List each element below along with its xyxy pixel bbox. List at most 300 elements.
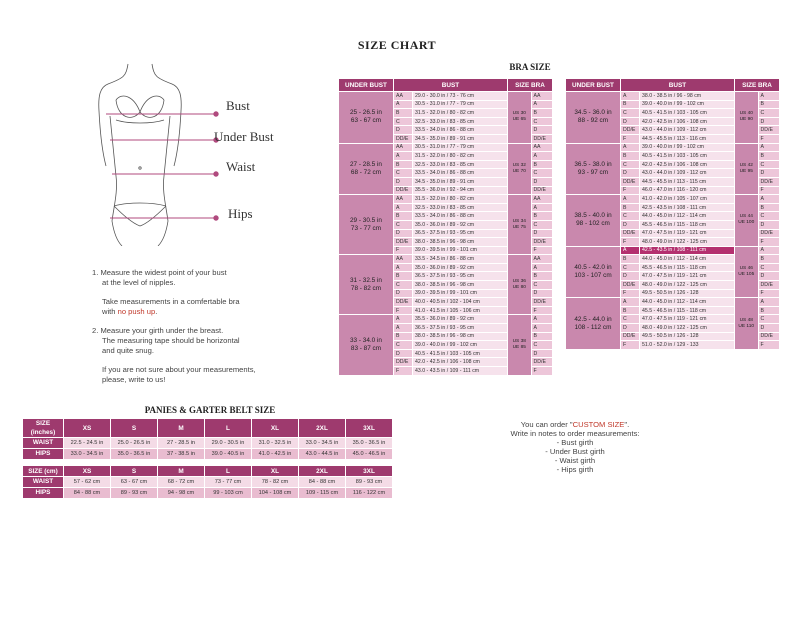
bust-range: 39.0 - 39.5 in / 99 - 101 cm (413, 246, 508, 255)
us-ue-size-cell (735, 92, 759, 144)
size-cell: 27 - 28.5 in (158, 438, 205, 449)
cup-code: D (394, 349, 413, 358)
cup-code: B (621, 306, 640, 315)
bust-range: 44.0 - 45.0 in / 112 - 114 cm (640, 255, 735, 264)
cup-code: D (394, 177, 413, 186)
bust-range: 31.5 - 32.0 in / 80 - 82 cm (413, 109, 508, 118)
under-bust-header: UNDER BUST (339, 79, 394, 92)
bust-range: 40.5 - 41.5 in / 103 - 105 cm (640, 152, 735, 161)
bra-cup-size: C (531, 281, 552, 290)
bra-cup-size: C (758, 263, 779, 272)
cup-code: DD/E (621, 332, 640, 341)
cup-code: C (394, 117, 413, 126)
cup-code: B (394, 160, 413, 169)
cup-code: DD/E (394, 238, 413, 247)
size-header-m: M (158, 466, 205, 477)
us-ue-size-cell (735, 298, 759, 350)
table-header-row (23, 419, 393, 438)
cup-code: C (394, 169, 413, 178)
bust-range: 39.0 - 39.5 in / 99 - 101 cm (413, 289, 508, 298)
bust-range: 41.0 - 42.0 in / 105 - 107 cm (640, 195, 735, 204)
us-ue-size-cell (508, 315, 532, 375)
page-title: SIZE CHART (357, 38, 437, 52)
under-bust-inches: 33 - 34.0 in (350, 337, 382, 345)
size-cell: 89 - 93 cm (346, 477, 393, 488)
bust-range: 42.5 - 43.5 in / 108 - 111 cm (640, 203, 735, 212)
bust-range: 35.0 - 36.0 in / 89 - 92 cm (413, 220, 508, 229)
us-size: US 46 (739, 265, 753, 271)
panties-title: PANIES & GARTER BELT SIZE (144, 405, 276, 415)
bra-row (566, 143, 780, 152)
ue-size: UE 90 (739, 117, 753, 123)
step1-line2: at the level of nipples. (102, 278, 176, 287)
cup-code: B (394, 109, 413, 118)
size-cell: 116 - 122 cm (346, 488, 393, 499)
bra-cup-size: DD/E (758, 281, 779, 290)
bust-range: 40.5 - 41.5 in / 103 - 105 cm (640, 109, 735, 118)
cup-code: DD/E (621, 126, 640, 135)
ue-size: UE 65 (512, 117, 526, 123)
bust-range: 31.5 - 32.0 in / 80 - 82 cm (413, 195, 508, 204)
size-cell: 35.0 - 36.5 in (346, 438, 393, 449)
cup-code: DD/E (621, 281, 640, 290)
bust-range: 29.0 - 30.0 in / 73 - 76 cm (413, 92, 508, 101)
bra-cup-size: A (531, 324, 552, 333)
under-bust-cell (566, 195, 621, 247)
cup-code: F (394, 246, 413, 255)
under-bust-cell (339, 143, 394, 195)
us-ue-size-cell (508, 255, 532, 315)
bra-cup-size: C (758, 315, 779, 324)
bust-range: 42.5 - 43.5 in / 108 - 111 cm (640, 246, 735, 255)
bra-cup-size: B (531, 332, 552, 341)
bust-range: 36.5 - 37.5 in / 93 - 95 cm (413, 324, 508, 333)
bra-row (566, 195, 780, 204)
bust-range: 48.0 - 49.0 in / 122 - 125 cm (640, 324, 735, 333)
bra-cup-size: C (531, 117, 552, 126)
ue-size: UE 105 (738, 271, 755, 277)
cup-code: A (621, 92, 640, 101)
cup-code: D (621, 169, 640, 178)
under-bust-cm: 103 - 107 cm (574, 271, 612, 279)
cup-code: B (621, 152, 640, 161)
bra-cup-size: B (531, 109, 552, 118)
size-header-l: L (205, 419, 252, 438)
bra-cup-size: AA (531, 143, 552, 152)
under-bust-cell (339, 92, 394, 144)
custom-item: - Hips girth (556, 465, 594, 474)
hips-label: Hips (228, 206, 253, 221)
size-header-cell: SIZE (cm) (23, 466, 64, 477)
cup-code: F (621, 289, 640, 298)
cup-code: C (394, 341, 413, 350)
cup-code: C (621, 212, 640, 221)
bra-cup-size: C (531, 220, 552, 229)
cup-code: B (621, 100, 640, 109)
row-label-hips: HIPS (23, 449, 64, 460)
bust-range: 36.5 - 37.5 in / 93 - 95 cm (413, 272, 508, 281)
bra-cup-size: A (758, 195, 779, 204)
bust-range: 42.0 - 42.5 in / 106 - 108 cm (413, 358, 508, 367)
bust-range: 44.0 - 45.0 in / 112 - 114 cm (640, 212, 735, 221)
size-cell: 37 - 38.5 in (158, 449, 205, 460)
bra-cup-size: F (758, 238, 779, 247)
bra-cup-size: B (531, 212, 552, 221)
bra-cup-size: F (531, 306, 552, 315)
cup-code: AA (394, 195, 413, 204)
cup-code: A (394, 152, 413, 161)
cup-code: DD/E (394, 358, 413, 367)
size-cell: 78 - 82 cm (252, 477, 299, 488)
bra-row (339, 315, 553, 324)
custom-item: - Bust girth (556, 438, 594, 447)
bust-range: 32.5 - 33.0 in / 83 - 85 cm (413, 160, 508, 169)
bust-range: 43.0 - 44.0 in / 109 - 112 cm (640, 169, 735, 178)
cup-code: DD/E (394, 186, 413, 195)
under-bust-cell (339, 255, 394, 315)
table-row (23, 438, 393, 449)
bra-cup-size: A (531, 100, 552, 109)
size-cell: 94 - 98 cm (158, 488, 205, 499)
under-bust-inches: 34.5 - 36.0 in (574, 109, 612, 117)
size-cell: 57 - 62 cm (64, 477, 111, 488)
under-bust-inches: 38.5 - 40.0 in (574, 212, 612, 220)
bra-cup-size: C (758, 160, 779, 169)
bra-row (339, 143, 553, 152)
under-bust-inches: 31 - 32.5 in (350, 276, 382, 284)
table-row (23, 488, 393, 499)
bust-range: 41.0 - 41.5 in / 105 - 106 cm (413, 306, 508, 315)
cup-code: C (621, 315, 640, 324)
under-bust-inches: 27 - 28.5 in (350, 160, 382, 168)
bra-row (339, 92, 553, 101)
bra-cup-size: D (531, 126, 552, 135)
cup-code: D (394, 229, 413, 238)
bra-cup-size: A (531, 203, 552, 212)
bra-cup-size: DD/E (531, 358, 552, 367)
bust-range: 39.0 - 40.0 in / 99 - 102 cm (640, 100, 735, 109)
bra-cup-size: B (758, 152, 779, 161)
cup-code: D (621, 272, 640, 281)
bra-cup-size: D (531, 289, 552, 298)
size-header-3xl: 3XL (346, 419, 393, 438)
bra-cup-size: C (758, 212, 779, 221)
waist-label: Waist (226, 159, 256, 174)
size-header-s: S (111, 466, 158, 477)
cup-code: C (621, 160, 640, 169)
bra-table-right-wrap (565, 78, 780, 350)
bra-cup-size: DD/E (531, 186, 552, 195)
bra-cup-size: D (758, 117, 779, 126)
cup-code: A (621, 298, 640, 307)
bust-range: 44.5 - 45.5 in / 113 - 115 cm (640, 177, 735, 186)
size-cell: 68 - 72 cm (158, 477, 205, 488)
us-ue-size-cell (735, 246, 759, 298)
cup-code: C (394, 281, 413, 290)
size-cell: 73 - 77 cm (205, 477, 252, 488)
bra-cup-size: B (758, 203, 779, 212)
cup-code: D (621, 220, 640, 229)
bust-range: 47.0 - 47.5 in / 119 - 121 cm (640, 315, 735, 324)
cup-code: F (621, 341, 640, 350)
bust-range: 48.0 - 49.0 in / 122 - 125 cm (640, 238, 735, 247)
bust-range: 35.5 - 36.0 in / 89 - 92 cm (413, 315, 508, 324)
us-size: US 36 (512, 278, 526, 284)
bust-range: 44.5 - 45.5 in / 113 - 116 cm (640, 134, 735, 143)
cup-code: C (394, 220, 413, 229)
custom-size-text: CUSTOM SIZE (572, 420, 625, 429)
size-cell: 45.0 - 46.5 in (346, 449, 393, 460)
row-label-waist: WAIST (23, 438, 64, 449)
size-cell: 25.0 - 26.5 in (111, 438, 158, 449)
body-figure-illustration (88, 56, 288, 246)
step2-line1: 2. Measure your girth under the breast. (92, 326, 224, 335)
table-header-row (23, 466, 393, 477)
size-header-2xl: 2XL (299, 419, 346, 438)
bra-table-left-wrap (338, 78, 553, 376)
bust-range: 30.5 - 31.0 in / 77 - 79 cm (413, 100, 508, 109)
bust-range: 42.0 - 42.5 in / 106 - 108 cm (640, 160, 735, 169)
size-cell: 22.5 - 24.5 in (64, 438, 111, 449)
cup-code: AA (394, 255, 413, 264)
us-size: US 44 (739, 214, 753, 220)
bra-cup-size: A (758, 246, 779, 255)
bra-cup-size: C (758, 109, 779, 118)
bust-range: 33.5 - 34.5 in / 86 - 88 cm (413, 255, 508, 264)
bust-range: 39.0 - 40.0 in / 99 - 102 cm (640, 143, 735, 152)
under-bust-cell (566, 92, 621, 144)
cup-code: B (621, 255, 640, 264)
row-label-hips: HIPS (23, 488, 64, 499)
table-row (23, 449, 393, 460)
panties-cm-table (22, 465, 393, 499)
cup-code: A (621, 246, 640, 255)
cup-code: F (621, 186, 640, 195)
under-bust-cm: 88 - 92 cm (577, 117, 609, 125)
cup-code: AA (394, 92, 413, 101)
bust-range: 38.0 - 38.5 in / 96 - 98 cm (413, 332, 508, 341)
bra-cup-size: B (758, 255, 779, 264)
cup-code: A (394, 324, 413, 333)
bust-range: 43.0 - 44.0 in / 109 - 112 cm (640, 126, 735, 135)
size-cell: 29.0 - 30.5 in (205, 438, 252, 449)
under-bust-cm: 108 - 112 cm (574, 323, 612, 331)
bust-range: 33.5 - 34.0 in / 86 - 88 cm (413, 212, 508, 221)
size-cell: 63 - 67 cm (111, 477, 158, 488)
under-bust-cm: 63 - 67 cm (350, 117, 382, 125)
bra-row (566, 246, 780, 255)
bust-range: 32.5 - 33.0 in / 83 - 85 cm (413, 117, 508, 126)
custom-item: - Waist girth (554, 456, 596, 465)
size-cell: 84 - 88 cm (64, 488, 111, 499)
bust-range: 48.0 - 49.0 in / 122 - 125 cm (640, 281, 735, 290)
bust-range: 30.5 - 31.0 in / 77 - 79 cm (413, 143, 508, 152)
bust-range: 43.0 - 43.5 in / 109 - 111 cm (413, 367, 508, 376)
size-cell: 84 - 88 cm (299, 477, 346, 488)
cup-code: B (621, 203, 640, 212)
bra-size-table-left (338, 78, 553, 376)
bust-range: 33.5 - 34.0 in / 86 - 88 cm (413, 169, 508, 178)
panties-inches-table-wrap (22, 418, 393, 460)
bust-range: 45.5 - 46.5 in / 115 - 118 cm (640, 220, 735, 229)
under-bust-inches: 40.5 - 42.0 in (574, 263, 612, 271)
cup-code: B (394, 332, 413, 341)
bust-header: BUST (394, 79, 508, 92)
measurement-instructions (92, 268, 322, 394)
us-size: US 34 (512, 218, 526, 224)
bra-cup-size: F (758, 186, 779, 195)
bra-cup-size: D (531, 177, 552, 186)
bra-cup-size: DD/E (531, 298, 552, 307)
cup-code: DD/E (394, 134, 413, 143)
bust-range: 49.5 - 50.5 in / 126 - 128 (640, 289, 735, 298)
ue-size: UE 85 (512, 345, 526, 351)
ue-size: UE 75 (512, 224, 526, 230)
cup-code: DD/E (621, 177, 640, 186)
cup-code: F (621, 238, 640, 247)
bra-cup-size: A (758, 92, 779, 101)
bra-row (339, 255, 553, 264)
under-bust-inches: 25 - 26.5 in (350, 109, 382, 117)
cup-code: F (621, 134, 640, 143)
bust-range: 34.5 - 35.0 in / 89 - 91 cm (413, 134, 508, 143)
size-header-s: S (111, 419, 158, 438)
bust-range: 38.0 - 38.5 in / 96 - 98 cm (640, 92, 735, 101)
bra-cup-size: A (758, 298, 779, 307)
bra-cup-size: A (531, 315, 552, 324)
bra-cup-size: B (758, 100, 779, 109)
bra-header-row (566, 79, 780, 92)
bra-cup-size: B (531, 272, 552, 281)
bra-cup-size: D (758, 169, 779, 178)
us-size: US 38 (512, 339, 526, 345)
tip-line1: Take measurements in a comfertable bra (102, 297, 240, 306)
bra-cup-size: AA (531, 255, 552, 264)
size-cell: 35.0 - 36.5 in (111, 449, 158, 460)
size-cell: 104 - 108 cm (252, 488, 299, 499)
size-cell: 39.0 - 40.5 in (205, 449, 252, 460)
ue-size: UE 70 (512, 168, 526, 174)
size-cell: 89 - 93 cm (111, 488, 158, 499)
cup-code: D (394, 289, 413, 298)
under-bust-inches: 42.5 - 44.0 in (574, 315, 612, 323)
bust-range: 42.0 - 42.5 in / 106 - 108 cm (640, 117, 735, 126)
bust-header: BUST (621, 79, 735, 92)
custom-line1-post: ". (624, 420, 630, 429)
bra-cup-size: DD/E (531, 238, 552, 247)
size-cell: 99 - 103 cm (205, 488, 252, 499)
under-bust-cm: 68 - 72 cm (350, 168, 382, 176)
bra-cup-size: DD/E (531, 134, 552, 143)
cup-code: DD/E (621, 229, 640, 238)
bra-cup-size: A (758, 143, 779, 152)
bra-cup-size: DD/E (758, 229, 779, 238)
bust-label: Bust (226, 98, 250, 113)
cup-code: F (394, 367, 413, 376)
panties-inches-table (22, 418, 393, 460)
bra-cup-size: F (531, 367, 552, 376)
bra-cup-size: D (758, 324, 779, 333)
custom-item: - Under Bust girth (545, 447, 605, 456)
us-size: US 42 (739, 162, 753, 168)
bust-range: 33.5 - 34.0 in / 86 - 88 cm (413, 126, 508, 135)
us-ue-size-cell (735, 143, 759, 195)
us-size: US 48 (739, 317, 753, 323)
ue-size: UE 95 (739, 168, 753, 174)
bra-cup-size: DD/E (758, 126, 779, 135)
cup-code: A (621, 195, 640, 204)
bust-range: 45.5 - 46.5 in / 115 - 118 cm (640, 306, 735, 315)
size-cell: 41.0 - 42.5 in (252, 449, 299, 460)
cup-code: B (394, 272, 413, 281)
bust-range: 38.0 - 38.5 in / 96 - 98 cm (413, 281, 508, 290)
cup-code: C (621, 109, 640, 118)
size-cell: 109 - 115 cm (299, 488, 346, 499)
size-header-m: M (158, 419, 205, 438)
bust-range: 47.0 - 47.5 in / 119 - 121 cm (640, 272, 735, 281)
bra-size-title: BRA SIZE (509, 62, 551, 72)
cup-code: A (394, 315, 413, 324)
size-cell: 33.0 - 34.5 in (299, 438, 346, 449)
tip-with: with (102, 307, 118, 316)
bra-cup-size: F (758, 341, 779, 350)
size-header-2xl: 2XL (299, 466, 346, 477)
bust-range: 39.0 - 40.0 in / 99 - 102 cm (413, 341, 508, 350)
bust-range: 31.5 - 32.0 in / 80 - 82 cm (413, 152, 508, 161)
step2-line3: and quite snug. (102, 346, 154, 355)
bra-cup-size: F (758, 134, 779, 143)
under-bust-cm: 93 - 97 cm (577, 168, 609, 176)
under-bust-label: Under Bust (214, 129, 274, 144)
bust-range: 32.5 - 33.0 in / 83 - 85 cm (413, 203, 508, 212)
cup-code: A (394, 203, 413, 212)
cup-code: DD/E (394, 298, 413, 307)
bra-size-table-right (565, 78, 780, 350)
bra-cup-size: C (531, 169, 552, 178)
bust-range: 46.0 - 47.0 in / 116 - 120 cm (640, 186, 735, 195)
bra-cup-size: AA (531, 92, 552, 101)
size-header-cell: SIZE (inches) (23, 419, 64, 438)
bust-range: 49.5 - 50.5 in / 126 - 128 (640, 332, 735, 341)
custom-size-note (500, 420, 650, 474)
under-bust-cm: 78 - 82 cm (350, 284, 382, 292)
bust-range: 44.0 - 45.0 in / 112 - 114 cm (640, 298, 735, 307)
bust-range: 35.5 - 36.0 in / 92 - 94 cm (413, 186, 508, 195)
ue-size: UE 80 (512, 284, 526, 290)
under-bust-cell (566, 246, 621, 298)
under-bust-cell (339, 195, 394, 255)
us-ue-size-cell (508, 92, 532, 144)
bust-range: 40.5 - 41.5 in / 103 - 105 cm (413, 349, 508, 358)
bra-cup-size: D (758, 220, 779, 229)
bra-cup-size: A (531, 152, 552, 161)
cup-code: D (621, 324, 640, 333)
row-label-waist: WAIST (23, 477, 64, 488)
bust-range: 47.0 - 47.5 in / 119 - 121 cm (640, 229, 735, 238)
bust-range: 36.5 - 37.5 in / 93 - 95 cm (413, 229, 508, 238)
bust-range: 34.5 - 35.0 in / 89 - 91 cm (413, 177, 508, 186)
bust-range: 35.0 - 36.0 in / 89 - 92 cm (413, 263, 508, 272)
cup-code: B (394, 212, 413, 221)
under-bust-cell (339, 315, 394, 375)
panties-cm-table-wrap (22, 465, 393, 499)
bra-cup-size: A (531, 263, 552, 272)
help-line1: If you are not sure about your measurements, (102, 365, 256, 374)
us-size: US 32 (512, 162, 526, 168)
bust-range: 45.5 - 46.5 in / 115 - 118 cm (640, 263, 735, 272)
bust-range: 40.0 - 40.5 in / 102 - 104 cm (413, 298, 508, 307)
under-bust-inches: 36.5 - 38.0 in (574, 160, 612, 168)
